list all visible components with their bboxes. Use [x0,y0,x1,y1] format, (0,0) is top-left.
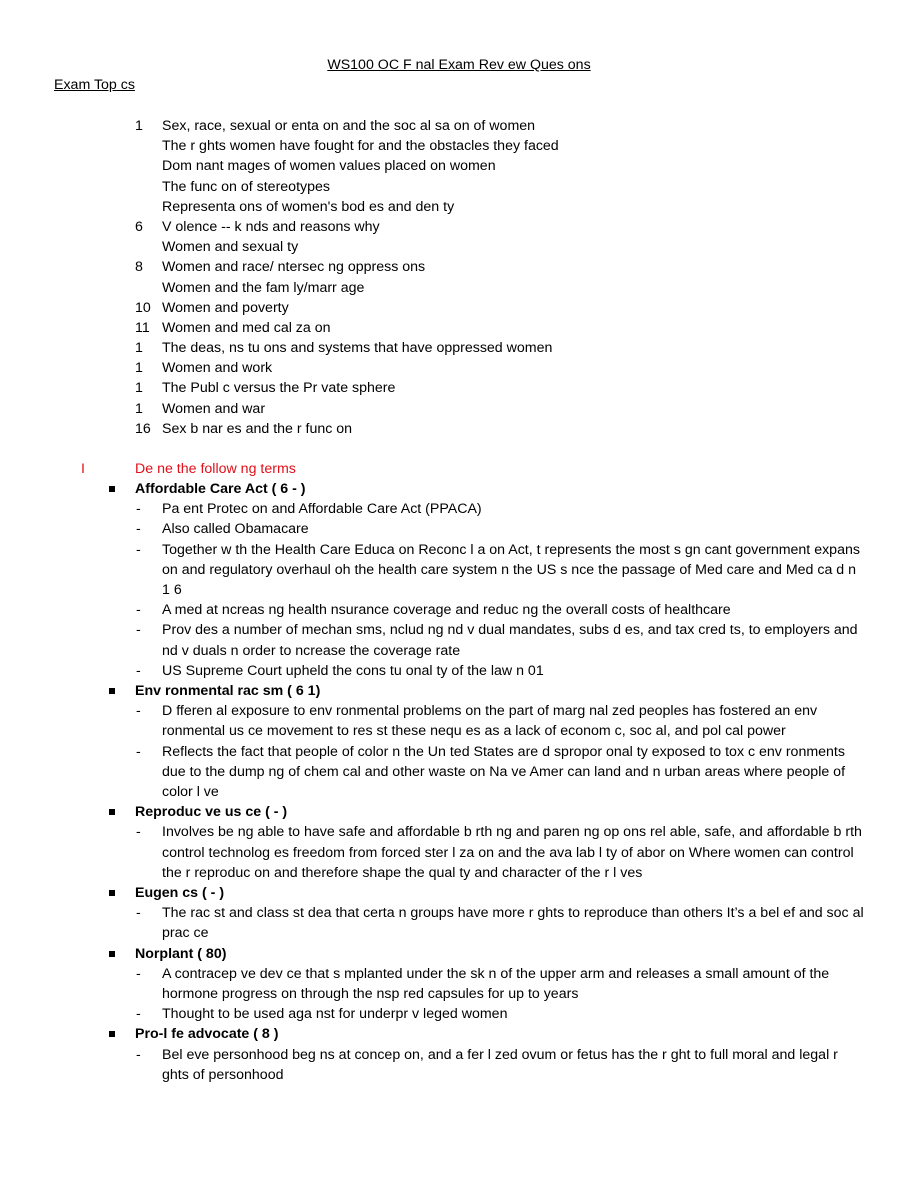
topic-item [0,298,918,318]
term-definition [0,701,918,741]
term-heading [0,479,918,499]
term-heading [0,802,918,822]
dash-bullet: - [136,905,141,922]
topic-number: 1 [135,380,143,397]
dash-bullet: - [136,501,141,518]
topic-number: 6 [135,218,143,235]
square-bullet-icon [109,951,115,957]
topic-text: Women and work [162,360,273,377]
square-bullet-icon [109,486,115,492]
document-title: WS100 OC F nal Exam Rev ew Ques ons [327,57,591,73]
term-block [0,1024,918,1085]
term-definition [0,661,918,681]
square-bullet-icon [109,809,115,815]
dash-bullet: - [136,743,141,760]
term-definition [0,620,918,660]
topic-number: 11 [135,319,150,336]
topic-item [0,116,918,136]
dash-bullet: - [136,662,141,679]
topic-text: The r ghts women have fought for and the obstacles they faced [162,138,559,155]
topic-text: V olence -- k nds and reasons why [162,218,380,235]
dash-bullet: - [136,602,141,619]
term-definition [0,1045,918,1085]
topic-item [0,177,918,197]
term-definition [0,822,918,883]
topic-number: 1 [135,340,143,357]
topic-item [0,338,918,358]
topic-text: Women and sexual ty [162,239,299,256]
square-bullet-icon [109,688,115,694]
dash-bullet: - [136,1046,141,1063]
topic-text: Women and race/ ntersec ng oppress ons [162,259,426,276]
definition-text: A contracep ve dev ce that s mplanted under the sk n of the upper arm and releases a small amount of the hormone progress on through the nsp red capsules for up to years [162,965,830,1002]
term-definition [0,964,918,1004]
square-bullet-icon [109,1031,115,1037]
section-heading-text: De ne the follow ng terms [135,461,296,477]
definition-text: US Supreme Court upheld the cons tu onal ty of the law n 01 [162,662,544,679]
definition-text: Together w th the Health Care Educa on Reconc l a on Act, t represents the most s gn cant government expans on and regulatory overhaul oh the health care system n the US s nce the passage of Med care and Med ca d n 1 6 [162,541,860,598]
topic-text: Representa ons of women's bod es and den ty [162,198,455,215]
topic-item [0,278,918,298]
topic-text: Sex b nar es and the r func on [162,420,353,437]
topic-text: The deas, ns tu ons and systems that have oppressed women [162,340,553,357]
square-bullet-icon [109,890,115,896]
definition-text: Involves be ng able to have safe and affordable b rth ng and paren ng op ons rel able, safe, and affordable b rth control technolog es freedom from forced ster l za on and the ava lab l ty of abor on Where women can control the r reproduc on and therefore shape the qual ty and character of the r l ves [162,824,862,881]
topic-text: Sex, race, sexual or enta on and the soc al sa on of women [162,118,536,134]
dash-bullet: - [136,1006,141,1023]
topic-item [0,197,918,217]
definition-text: Thought to be used aga nst for underpr v leged women [162,1006,508,1023]
topic-text: The Publ c versus the Pr vate sphere [162,380,396,397]
dash-bullet: - [136,521,141,538]
definition-text: A med at ncreas ng health nsurance coverage and reduc ng the overall costs of healthcare [162,602,731,619]
definition-text: Bel eve personhood beg ns at concep on, and a fer l zed ovum or fetus has the r ght to full moral and legal r ghts of personhood [162,1046,838,1083]
topics-list [0,116,918,439]
term-heading [0,944,918,964]
topic-text: Women and poverty [162,299,289,316]
term-title: Norplant ( 80) [135,945,227,962]
term-title: Eugen cs ( - ) [135,885,225,902]
term-definition [0,742,918,803]
topic-text: The func on of stereotypes [162,178,330,195]
topic-number: 16 [135,420,151,437]
term-heading [0,681,918,701]
topic-item [0,378,918,398]
term-definition [0,499,918,519]
topic-number: 10 [135,299,151,316]
topic-number: 1 [135,400,143,417]
definition-text: Reflects the fact that people of color n the Un ted States are d spropor onal ty exposed to tox c env ronments due to the dump ng of chem cal and other waste on Na ve Amer can land and n urban areas where people of color l ve [162,743,846,801]
dash-bullet: - [136,965,141,982]
dash-bullet: - [136,541,141,558]
term-heading [0,883,918,903]
definition-text: Prov des a number of mechan sms, nclud ng nd v dual mandates, subs d es, and tax cred ts, to employers and nd v duals n order to ncrease the coverage rate [162,622,858,659]
topic-text: Women and the fam ly/marr age [162,279,365,296]
topic-number: 1 [135,360,143,377]
topic-item [0,358,918,378]
topic-text: Women and war [162,400,266,417]
topic-text: Women and med cal za on [162,319,331,336]
topic-item [0,217,918,237]
exam-topics-heading: Exam Top cs [54,77,135,93]
section-roman-numeral: I [81,461,85,477]
section-heading [0,459,918,479]
dash-bullet: - [136,703,141,720]
dash-bullet: - [136,622,141,639]
term-title: Pro-l fe advocate ( 8 ) [135,1026,279,1043]
terms-list [0,479,918,1085]
term-block [0,479,918,681]
topic-number: 8 [135,259,143,276]
topic-item [0,156,918,176]
term-definition [0,600,918,620]
term-heading [0,1024,918,1044]
definition-text: The rac st and class st dea that certa n groups have more r ghts to reproduce than others It’s a bel ef and soc al prac ce [162,905,864,942]
dash-bullet: - [136,824,141,841]
topic-item [0,237,918,257]
topic-text: Dom nant mages of women values placed on women [162,158,496,175]
term-block [0,883,918,944]
definition-text: Pa ent Protec on and Affordable Care Act (PPACA) [162,501,482,518]
term-definition [0,903,918,943]
term-definition [0,1004,918,1024]
term-block [0,944,918,1025]
topic-item [0,399,918,419]
topic-item [0,419,918,439]
term-block [0,681,918,802]
term-title: Reproduc ve us ce ( - ) [135,804,288,821]
definition-text: Also called Obamacare [162,521,309,538]
topic-number: 1 [135,118,143,134]
term-definition [0,519,918,539]
definition-text: D fferen al exposure to env ronmental problems on the part of marg nal zed peoples has fostered an env ronmental us ce movement to res st these nequ es as a lack of econom c, soc al, and pol cal power [162,703,818,740]
topic-item [0,136,918,156]
term-title: Env ronmental rac sm ( 6 1) [135,683,321,700]
topic-item [0,257,918,277]
topic-item [0,318,918,338]
term-title: Affordable Care Act ( 6 - ) [135,481,306,497]
term-definition [0,540,918,601]
term-block [0,802,918,883]
